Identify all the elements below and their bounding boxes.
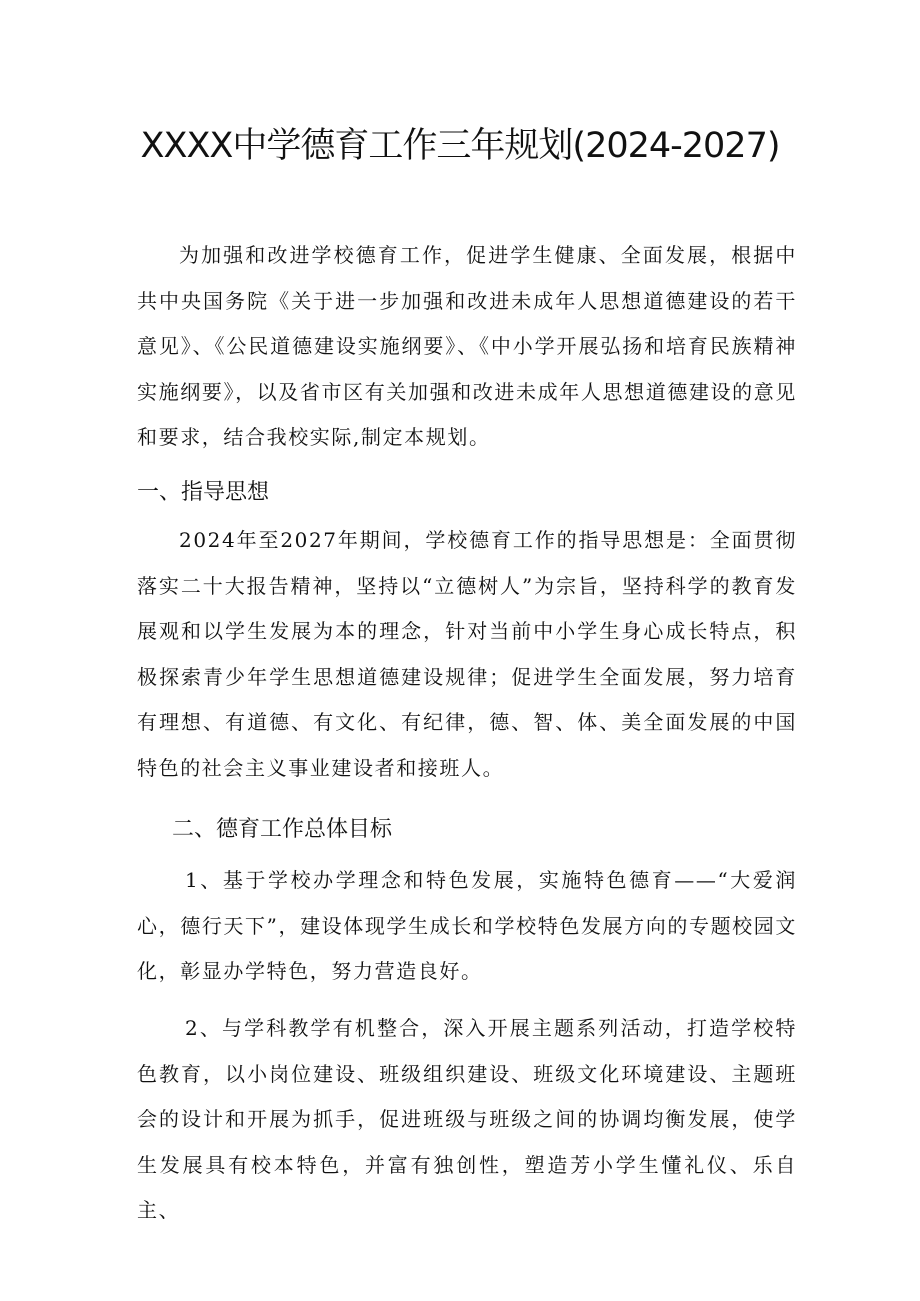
section-heading-guiding-thought: 一、指导思想 bbox=[137, 480, 270, 505]
guiding-thought-paragraph: 2024年至2027年期间，学校德育工作的指导思想是：全面贯彻落实二十大报告精神，坚持以“立德树人”为宗旨，坚持科学的教育发展观和以学生发展为本的理念，针对当前中小学生身心成长特点，积极探索青少年学生思想道德建设规律；促进学生全面发展，努力培育有理想、有道德、有文化、有纪律，德、智、体、美全面发展的中国特色的社会主义事业建设者和接班人。 bbox=[137, 528, 797, 780]
document-title: XXXX中学德育工作三年规划(2024-2027) bbox=[140, 126, 780, 166]
intro-paragraph: 为加强和改进学校德育工作，促进学生健康、全面发展，根据中共中央国务院《关于进一步加强和改进未成年人思想道德建设的若干意见》、《公民道德建设实施纲要》、《中小学开展弘扬和培育民族精神实施纲要》，以及省市区有关加强和改进未成年人思想道德建设的意见和要求，结合我校实际,制定本规划。 bbox=[137, 243, 797, 449]
section-heading-overall-goals: 二、德育工作总体目标 bbox=[172, 817, 393, 842]
goal-paragraph-1: 1、基于学校办学理念和特色发展，实施特色德育——“大爱润心，德行天下”，建设体现学生成长和学校特色发展方向的专题校园文化，彰显办学特色，努力营造良好。 bbox=[137, 868, 797, 983]
goal-paragraph-2: 2、与学科教学有机整合，深入开展主题系列活动，打造学校特色教育，以小岗位建设、班级组织建设、班级文化环境建设、主题班会的设计和开展为抓手，促进班级与班级之间的协调均衡发展，使学生发展具有校本特色，并富有独创性，塑造芳小学生懂礼仪、乐自主、 bbox=[137, 1016, 797, 1222]
